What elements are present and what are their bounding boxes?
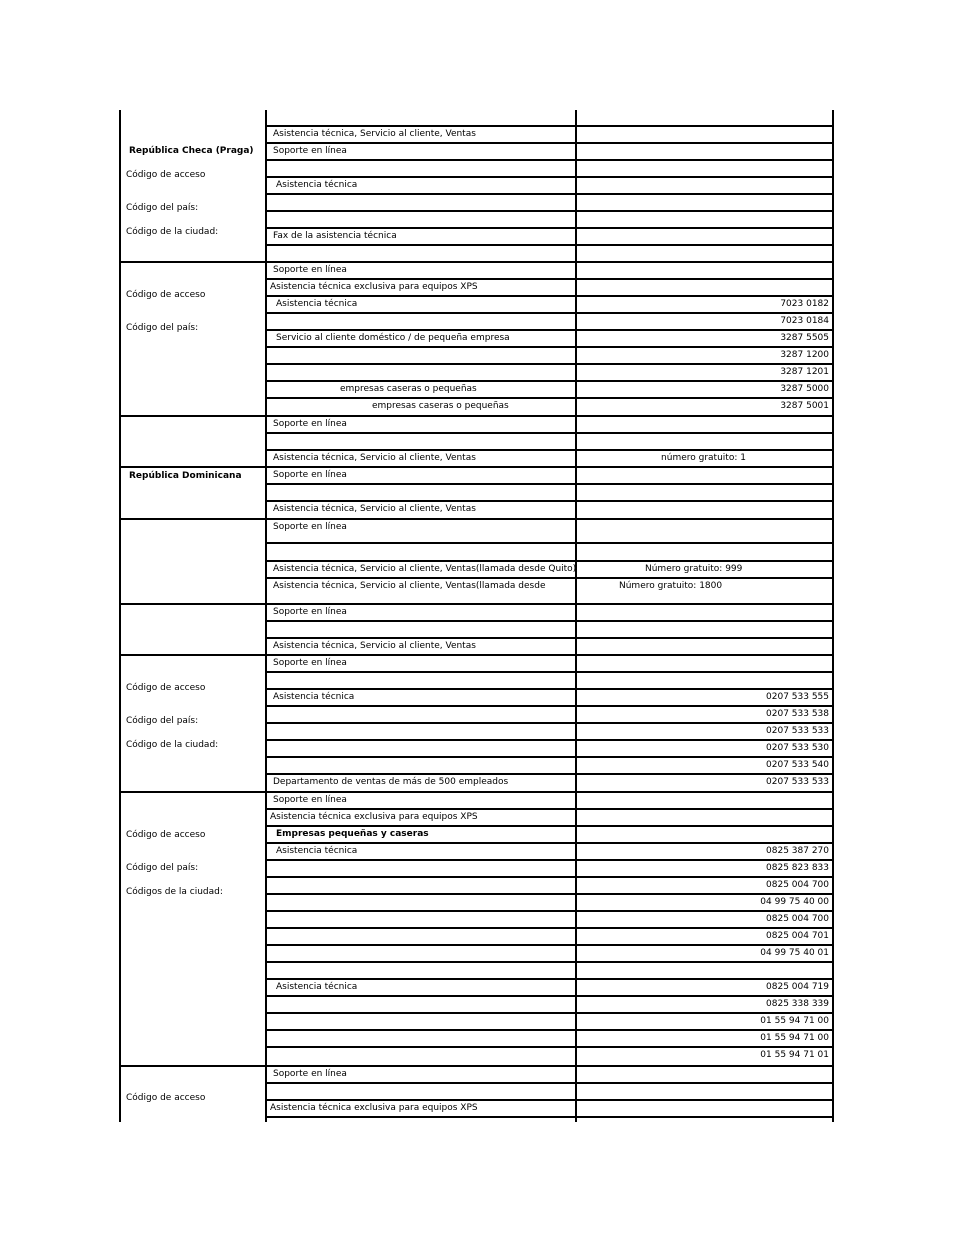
country-cell-text: República Dominicana [129, 471, 242, 481]
country-cell-text: Código del país: [126, 203, 199, 213]
sub-row-separator [265, 176, 834, 178]
phone-number: 04 99 75 40 00 [760, 897, 829, 907]
service-label: Soporte en línea [273, 265, 347, 275]
sub-row-separator [265, 483, 834, 485]
service-label: Asistencia técnica exclusiva para equipos XPS [270, 1103, 478, 1113]
sub-row-separator [265, 705, 834, 707]
sub-row-separator [265, 910, 834, 912]
sub-row-separator [265, 944, 834, 946]
service-label: Soporte en línea [273, 470, 347, 480]
country-cell-text: Código del país: [126, 716, 199, 726]
sub-row-separator [265, 671, 834, 673]
country-cell-text: Código de acceso [126, 1093, 206, 1103]
sub-row-separator [265, 688, 834, 690]
phone-number: 0825 338 339 [766, 999, 829, 1009]
service-label: Asistencia técnica, Servicio al cliente, Ventas [273, 641, 476, 651]
phone-number: número gratuito: 1 [661, 453, 746, 463]
service-label: empresas caseras o pequeñas [340, 384, 477, 394]
sub-row-separator [265, 1029, 834, 1031]
sub-row-separator [265, 1012, 834, 1014]
country-cell-text: Código de la ciudad: [126, 740, 219, 750]
service-label: Asistencia técnica, Servicio al cliente, Ventas [273, 453, 476, 463]
sub-row-separator [265, 739, 834, 741]
service-label: Asistencia técnica exclusiva para equipos XPS [270, 812, 478, 822]
sub-row-separator [265, 756, 834, 758]
sub-row-separator [265, 927, 834, 929]
sub-row-separator [265, 193, 834, 195]
phone-number: 0825 823 833 [766, 863, 829, 873]
phone-number: 0825 387 270 [766, 846, 829, 856]
phone-number: 01 55 94 71 00 [760, 1033, 829, 1043]
service-label: Asistencia técnica [273, 692, 355, 702]
phone-number: 0207 533 540 [766, 760, 829, 770]
sub-row-separator [265, 346, 834, 348]
country-cell-text: Código de la ciudad: [126, 227, 219, 237]
sub-row-separator [265, 142, 834, 144]
sub-row-separator [265, 995, 834, 997]
row-separator [119, 1065, 834, 1067]
sub-row-separator [265, 500, 834, 502]
country-cell-text: Código de acceso [126, 830, 206, 840]
country-cell-text: Código del país: [126, 323, 199, 333]
sub-row-separator [265, 859, 834, 861]
service-label: empresas caseras o pequeñas [372, 401, 509, 411]
service-label: Asistencia técnica exclusiva para equipos XPS [270, 282, 478, 292]
sub-row-separator [265, 825, 834, 827]
service-label: Asistencia técnica, Servicio al cliente, Ventas(llamada desde Quito) [273, 564, 577, 574]
service-label: Fax de la asistencia técnica [273, 231, 397, 241]
phone-number: 3287 1200 [780, 350, 829, 360]
sub-row-separator [265, 295, 834, 297]
sub-row-separator [265, 210, 834, 212]
sub-row-separator [265, 637, 834, 639]
phone-number: 01 55 94 71 01 [760, 1050, 829, 1060]
sub-row-separator [265, 159, 834, 161]
phone-number: 0207 533 530 [766, 743, 829, 753]
sub-row-separator [265, 722, 834, 724]
sub-row-separator [265, 278, 834, 280]
phone-number: 7023 0184 [780, 316, 829, 326]
sub-row-separator [265, 560, 834, 562]
sub-row-separator [265, 893, 834, 895]
sub-row-separator [265, 1082, 834, 1084]
sub-row-separator [265, 227, 834, 229]
sub-row-separator [265, 842, 834, 844]
service-label: Asistencia técnica, Servicio al cliente, Ventas [273, 504, 476, 514]
row-separator [119, 654, 834, 656]
sub-row-separator [265, 808, 834, 810]
country-cell-text: Código de acceso [126, 170, 206, 180]
phone-number: 3287 1201 [780, 367, 829, 377]
sub-row-separator [265, 244, 834, 246]
service-label: Departamento de ventas de más de 500 empleados [273, 777, 509, 787]
service-label: Soporte en línea [273, 522, 347, 532]
country-cell-text: Código de acceso [126, 290, 206, 300]
service-label: Asistencia técnica, Servicio al cliente, Ventas(llamada desde [273, 581, 546, 591]
sub-row-separator [265, 125, 834, 127]
service-label: Soporte en línea [273, 795, 347, 805]
phone-number: 0825 004 700 [766, 880, 829, 890]
sub-row-separator [265, 397, 834, 399]
sub-row-separator [265, 620, 834, 622]
service-label: Soporte en línea [273, 1069, 347, 1079]
phone-number: 3287 5001 [780, 401, 829, 411]
phone-number: Número gratuito: 1800 [619, 581, 723, 591]
sub-row-separator [265, 449, 834, 451]
sub-row-separator [265, 577, 834, 579]
service-label: Asistencia técnica [276, 846, 358, 856]
phone-number: 0207 533 555 [766, 692, 829, 702]
phone-number: 0207 533 538 [766, 709, 829, 719]
phone-number: 0207 533 533 [766, 726, 829, 736]
sub-row-separator [265, 1046, 834, 1048]
country-cell-text: Código del país: [126, 863, 199, 873]
row-separator [119, 466, 834, 468]
service-label: Servicio al cliente doméstico / de pequeña empresa [276, 333, 510, 343]
sub-row-separator [265, 1116, 834, 1118]
phone-number: 04 99 75 40 01 [760, 948, 829, 958]
phone-number: 3287 5505 [780, 333, 829, 343]
sub-row-separator [265, 312, 834, 314]
row-separator [119, 415, 834, 417]
sub-row-separator [265, 961, 834, 963]
service-label: Asistencia técnica [276, 982, 358, 992]
phone-number: Número gratuito: 999 [645, 564, 743, 574]
sub-row-separator [265, 876, 834, 878]
row-separator [119, 603, 834, 605]
phone-number: 0207 533 533 [766, 777, 829, 787]
row-separator [119, 791, 834, 793]
country-cell-text: Código de acceso [126, 683, 206, 693]
service-label: Asistencia técnica [276, 180, 358, 190]
service-label: Soporte en línea [273, 658, 347, 668]
sub-row-separator [265, 329, 834, 331]
sub-row-separator [265, 773, 834, 775]
row-separator [119, 261, 834, 263]
country-cell-text: Códigos de la ciudad: [126, 887, 223, 897]
phone-number: 7023 0182 [780, 299, 829, 309]
phone-number: 0825 004 719 [766, 982, 829, 992]
service-label: Soporte en línea [273, 146, 347, 156]
row-separator [119, 518, 834, 520]
sub-row-separator [265, 432, 834, 434]
service-label: Soporte en línea [273, 607, 347, 617]
phone-number: 0825 004 701 [766, 931, 829, 941]
sub-row-separator [265, 1099, 834, 1101]
country-cell-text: República Checa (Praga) [129, 146, 254, 156]
sub-row-separator [265, 542, 834, 544]
sub-row-separator [265, 380, 834, 382]
sub-row-separator [265, 363, 834, 365]
service-label: Asistencia técnica, Servicio al cliente, Ventas [273, 129, 476, 139]
phone-number: 3287 5000 [780, 384, 829, 394]
service-label: Empresas pequeñas y caseras [276, 829, 429, 839]
service-label: Asistencia técnica [276, 299, 358, 309]
service-label: Soporte en línea [273, 419, 347, 429]
phone-number: 01 55 94 71 00 [760, 1016, 829, 1026]
phone-number: 0825 004 700 [766, 914, 829, 924]
sub-row-separator [265, 978, 834, 980]
